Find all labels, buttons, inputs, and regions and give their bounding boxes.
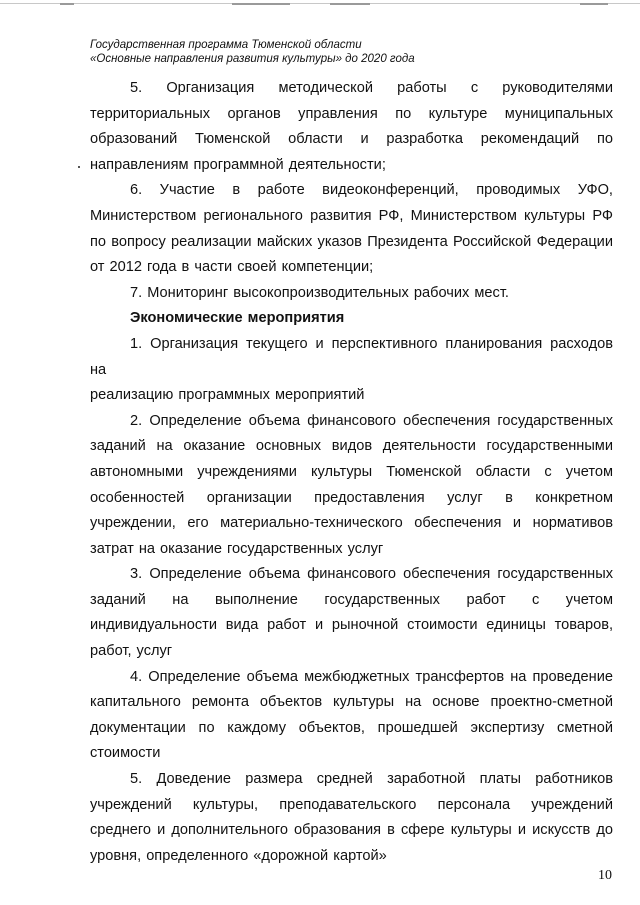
text-line: стоимости (90, 745, 161, 762)
header-line: «Основные направления развития культуры» до 2020 года (90, 53, 415, 65)
margin-mark (78, 166, 80, 168)
text-line: 2. Определение объема финансового обеспечения государственных (130, 412, 613, 429)
scan-mark (580, 3, 608, 5)
section-heading (90, 306, 613, 332)
scan-mark (232, 3, 290, 5)
paragraph (90, 178, 613, 280)
paragraph (90, 332, 613, 409)
scan-mark (330, 3, 370, 5)
text-line: заданий на оказание основных видов деятельности государственными (90, 438, 613, 455)
text-line: территориальных органов управления по культуре муниципальных (90, 105, 613, 122)
text-line: по вопросу реализации майских указов Президента Российской Федерации (90, 233, 613, 250)
text-line: 4. Определение объема межбюджетных трансфертов на проведение (130, 668, 613, 685)
text-line: направлениям программной деятельности; (90, 156, 386, 173)
text-line: 5. Доведение размера средней заработной платы работников (130, 771, 613, 788)
text-line: индивидуальности вида работ и рыночной стоимости единицы товаров, (90, 617, 613, 634)
text-line: учреждении, его материально-технического обеспечения и нормативов (90, 515, 613, 532)
text-line: работ, услуг (90, 643, 173, 660)
running-header (90, 38, 610, 66)
text-line: 1. Организация текущего и перспективного планирования расходов на (90, 335, 613, 378)
paragraph (90, 281, 613, 307)
text-line: документации по каждому объектов, прошедшей экспертизу сметной (90, 719, 613, 736)
header-line: Государственная программа Тюменской области (90, 39, 362, 51)
text-line: уровня, определенного «дорожной картой» (90, 847, 387, 864)
text-line: 6. Участие в работе видеоконференций, проводимых УФО, (130, 182, 613, 199)
paragraph (90, 76, 613, 178)
scan-top-edge (0, 3, 640, 4)
scan-mark (60, 3, 74, 5)
text-line: затрат на оказание государственных услуг (90, 540, 384, 557)
text-line: автономными учреждениями культуры Тюменской области с учетом (90, 463, 613, 480)
text-line: заданий на выполнение государственных работ с учетом (90, 591, 613, 608)
page-number: 10 (598, 868, 612, 883)
text-line: 5. Организация методической работы с руководителями (130, 80, 613, 96)
text-line: учреждений культуры, преподавательского персонала учреждений (90, 796, 613, 813)
text-line: образований Тюменской области и разработка рекомендаций по (90, 131, 613, 148)
text-line: особенностей организации предоставления услуг в конкретном (90, 489, 613, 506)
text-line: среднего и дополнительного образования в сфере культуры и искусств до (90, 822, 613, 839)
text-line: от 2012 года в части своей компетенции; (90, 259, 374, 276)
paragraph (90, 665, 613, 767)
text-line: Экономические мероприятия (130, 310, 345, 327)
text-line: капитального ремонта объектов культуры на основе проектно-сметной (90, 694, 613, 711)
text-line: 3. Определение объема финансового обеспечения государственных (130, 566, 613, 583)
paragraph (90, 409, 613, 563)
document-body (90, 76, 613, 869)
paragraph (90, 767, 613, 869)
text-line: 7. Мониторинг высокопроизводительных рабочих мест. (130, 284, 509, 301)
text-line: реализацию программных мероприятий (90, 387, 365, 404)
text-line: Министерством регионального развития РФ, Министерством культуры РФ (90, 207, 613, 224)
paragraph (90, 562, 613, 664)
